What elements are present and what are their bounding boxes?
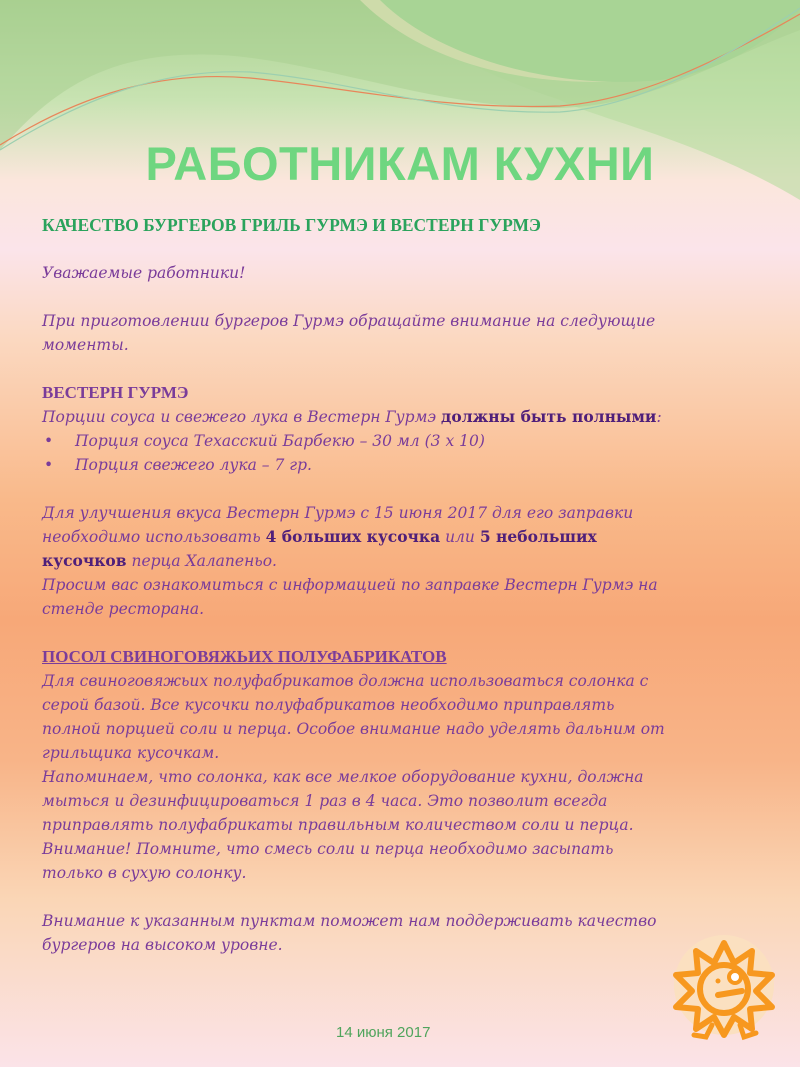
- pork-line: Внимание! Помните, что смесь соли и перца необходимо засыпать: [42, 840, 614, 858]
- document-heading: КАЧЕСТВО БУРГЕРОВ ГРИЛЬ ГУРМЭ И ВЕСТЕРН ГУРМЭ: [42, 215, 541, 235]
- bullet-text: Порция соуса Техасский Барбекю – 30 мл (3 х 10): [75, 432, 485, 450]
- bold-text: 4 больших кусочка: [265, 527, 441, 546]
- bold-text: кусочков: [42, 551, 127, 570]
- bold-text: должны быть полными: [441, 407, 657, 426]
- pork-line: Напоминаем, что солонка, как все мелкое оборудование кухни, должна: [42, 768, 644, 786]
- intro-line: моменты.: [42, 336, 129, 354]
- western-line: стенде ресторана.: [42, 600, 205, 618]
- footer-date: 14 июня 2017: [336, 1024, 431, 1041]
- pork-line: серой базой. Все кусочки полуфабрикатов необходимо приправлять: [42, 696, 615, 714]
- bullet-icon: •: [44, 456, 54, 474]
- bullet-item: [42, 429, 762, 453]
- text: или: [440, 528, 480, 546]
- page-title: РАБОТНИКАМ КУХНИ: [145, 137, 655, 190]
- intro-line: При приготовлении бургеров Гурмэ обращайте внимание на следующие: [42, 312, 656, 330]
- pork-line: мыться и дезинфицироваться 1 раз в 4 часа. Это позволит всегда: [42, 792, 608, 810]
- text: Порции соуса и свежего лука в Вестерн Гурмэ: [42, 408, 442, 426]
- pork-line: грильщика кусочкам.: [42, 744, 220, 762]
- pork-heading: ПОСОЛ СВИНОГОВЯЖЬИХ ПОЛУФАБРИКАТОВ: [42, 647, 447, 666]
- western-line: [42, 525, 762, 549]
- western-line: Просим вас ознакомиться с информацией по заправке Вестерн Гурмэ на: [42, 576, 658, 594]
- pork-line: приправлять полуфабрикаты правильным количеством соли и перца.: [42, 816, 634, 834]
- bullet-item: [42, 453, 762, 477]
- pork-line: полной порцией соли и перца. Особое внимание надо уделять дальним от: [42, 720, 665, 738]
- western-heading: ВЕСТЕРН ГУРМЭ: [42, 383, 189, 402]
- sun-mascot-icon: [672, 935, 782, 1045]
- document-body: [42, 213, 762, 957]
- closing-line: Внимание к указанным пунктам поможет нам поддерживать качество: [42, 912, 657, 930]
- text: :: [656, 408, 662, 426]
- western-line: [42, 405, 762, 429]
- bold-text: 5 небольших: [479, 527, 597, 546]
- pork-line: только в сухую солонку.: [42, 864, 247, 882]
- western-line: Для улучшения вкуса Вестерн Гурмэ с 15 июня 2017 для его заправки: [42, 504, 634, 522]
- greeting: Уважаемые работники!: [42, 264, 246, 282]
- text: необходимо использовать: [42, 528, 266, 546]
- closing-line: бургеров на высоком уровне.: [42, 936, 283, 954]
- bullet-icon: •: [44, 432, 54, 450]
- western-line: [42, 549, 762, 573]
- pork-line: Для свиноговяжьих полуфабрикатов должна использоваться солонка с: [42, 672, 649, 690]
- text: перца Халапеньо.: [126, 552, 277, 570]
- bullet-text: Порция свежего лука – 7 гр.: [75, 456, 312, 474]
